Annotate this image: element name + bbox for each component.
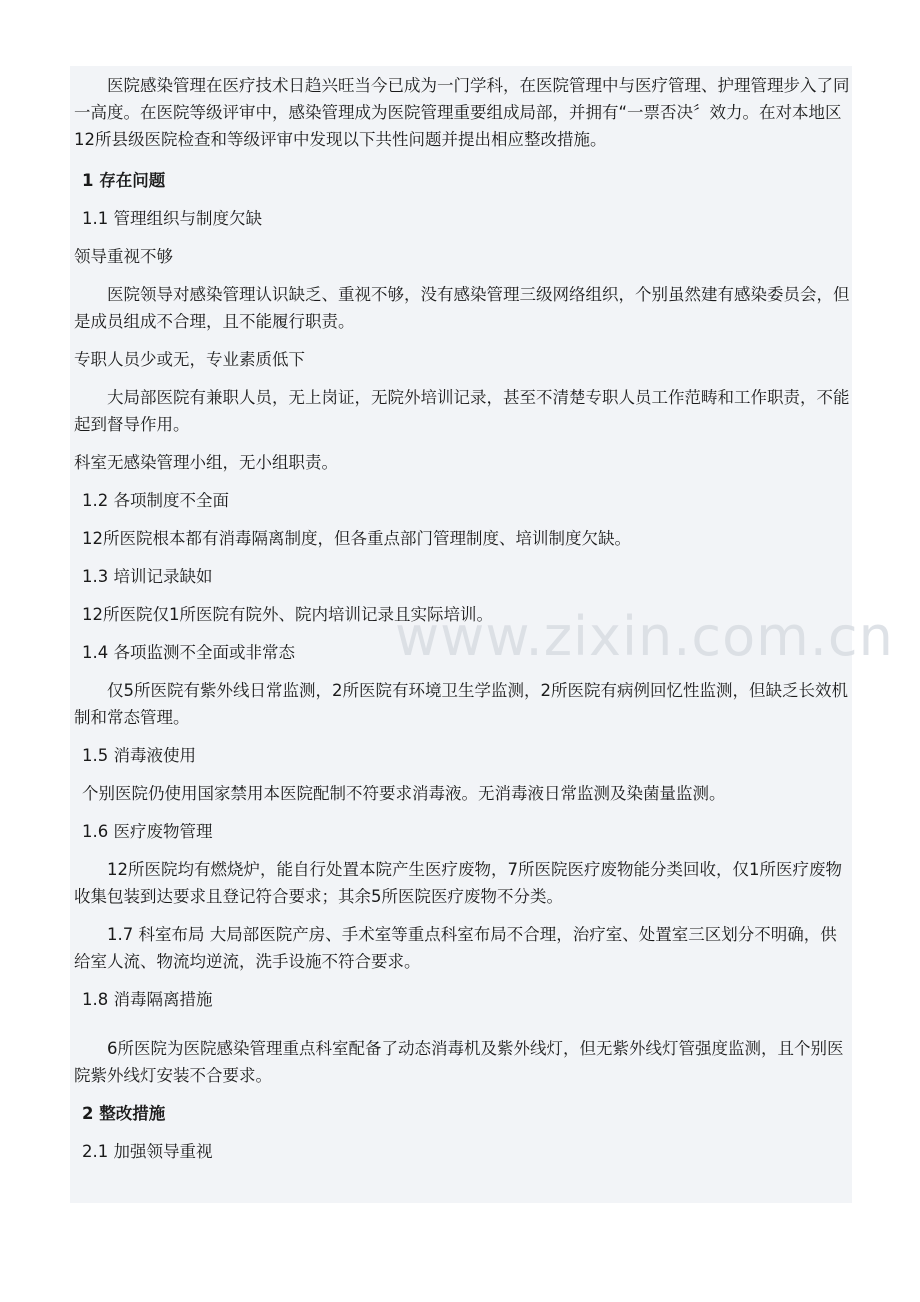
paragraph-staff: 大局部医院有兼职人员，无上岗证，无院外培训记录，甚至不清楚专职人员工作范畴和工作职责，不能起到督导作用。 [74,388,850,434]
section-1-1-heading: 1.1 管理组织与制度欠缺 [82,209,262,228]
section-1-8-heading: 1.8 消毒隔离措施 [82,990,213,1009]
paragraph-1-4: 仅5所医院有紫外线日常监测，2所医院有环境卫生学监测，2所医院有病例回忆性监测，但缺乏长效机制和常态管理。 [74,681,848,727]
watermark: www.zixin.com.cn [395,605,894,668]
lead-staff: 专职人员少或无，专业素质低下 [74,350,305,369]
document-body [70,66,852,1203]
paragraph-1-6: 12所医院均有燃烧炉，能自行处置本院产生医疗废物，7所医院医疗废物能分类回收，仅1所医疗废物收集包装到达要求且登记符合要求；其余5所医院医疗废物不分类。 [74,860,842,906]
section-1-3-heading: 1.3 培训记录缺如 [82,567,213,586]
section-1-6-heading: 1.6 医疗废物管理 [82,822,213,841]
paragraph-1-8: 6所医院为医院感染管理重点科室配备了动态消毒机及紫外线灯，但无紫外线灯管强度监测，且个别医院紫外线灯安装不合要求。 [74,1039,844,1085]
intro-paragraph: 医院感染管理在医疗技术日趋兴旺当今已成为一门学科，在医院管理中与医疗管理、护理管理步入了同一高度。在医院等级评审中，感染管理成为医院管理重要组成局部，并拥有“一票否决〞效力。在对本地区12所县级医院检查和等级评审中发现以下共性问题并提出相应整改措施。 [74,76,850,149]
paragraph-1-2: 12所医院根本都有消毒隔离制度，但各重点部门管理制度、培训制度欠缺。 [82,529,631,548]
section-1-2-heading: 1.2 各项制度不全面 [82,491,229,510]
section-1-5-heading: 1.5 消毒液使用 [82,746,196,765]
lead-department: 科室无感染管理小组，无小组职责。 [74,453,338,472]
paragraph-leadership: 医院领导对感染管理认识缺乏、重视不够，没有感染管理三级网络组织，个别虽然建有感染委员会，但是成员组成不合理，且不能履行职责。 [74,285,850,331]
section-2-heading: 2 整改措施 [82,1104,166,1123]
section-2-1-heading: 2.1 加强领导重视 [82,1142,213,1161]
lead-leadership: 领导重视不够 [74,247,173,266]
paragraph-1-5: 个别医院仍使用国家禁用本医院配制不符要求消毒液。无消毒液日常监测及染菌量监测。 [82,784,726,803]
section-1-heading: 1 存在问题 [82,171,166,190]
section-1-4-heading: 1.4 各项监测不全面或非常态 [82,643,295,662]
paragraph-1-7: 1.7 科室布局 大局部医院产房、手术室等重点科室布局不合理，治疗室、处置室三区划分不明确，供给室人流、物流均逆流，洗手设施不符合要求。 [74,925,837,971]
paragraph-1-3: 12所医院仅1所医院有院外、院内培训记录且实际培训。 [82,605,493,624]
